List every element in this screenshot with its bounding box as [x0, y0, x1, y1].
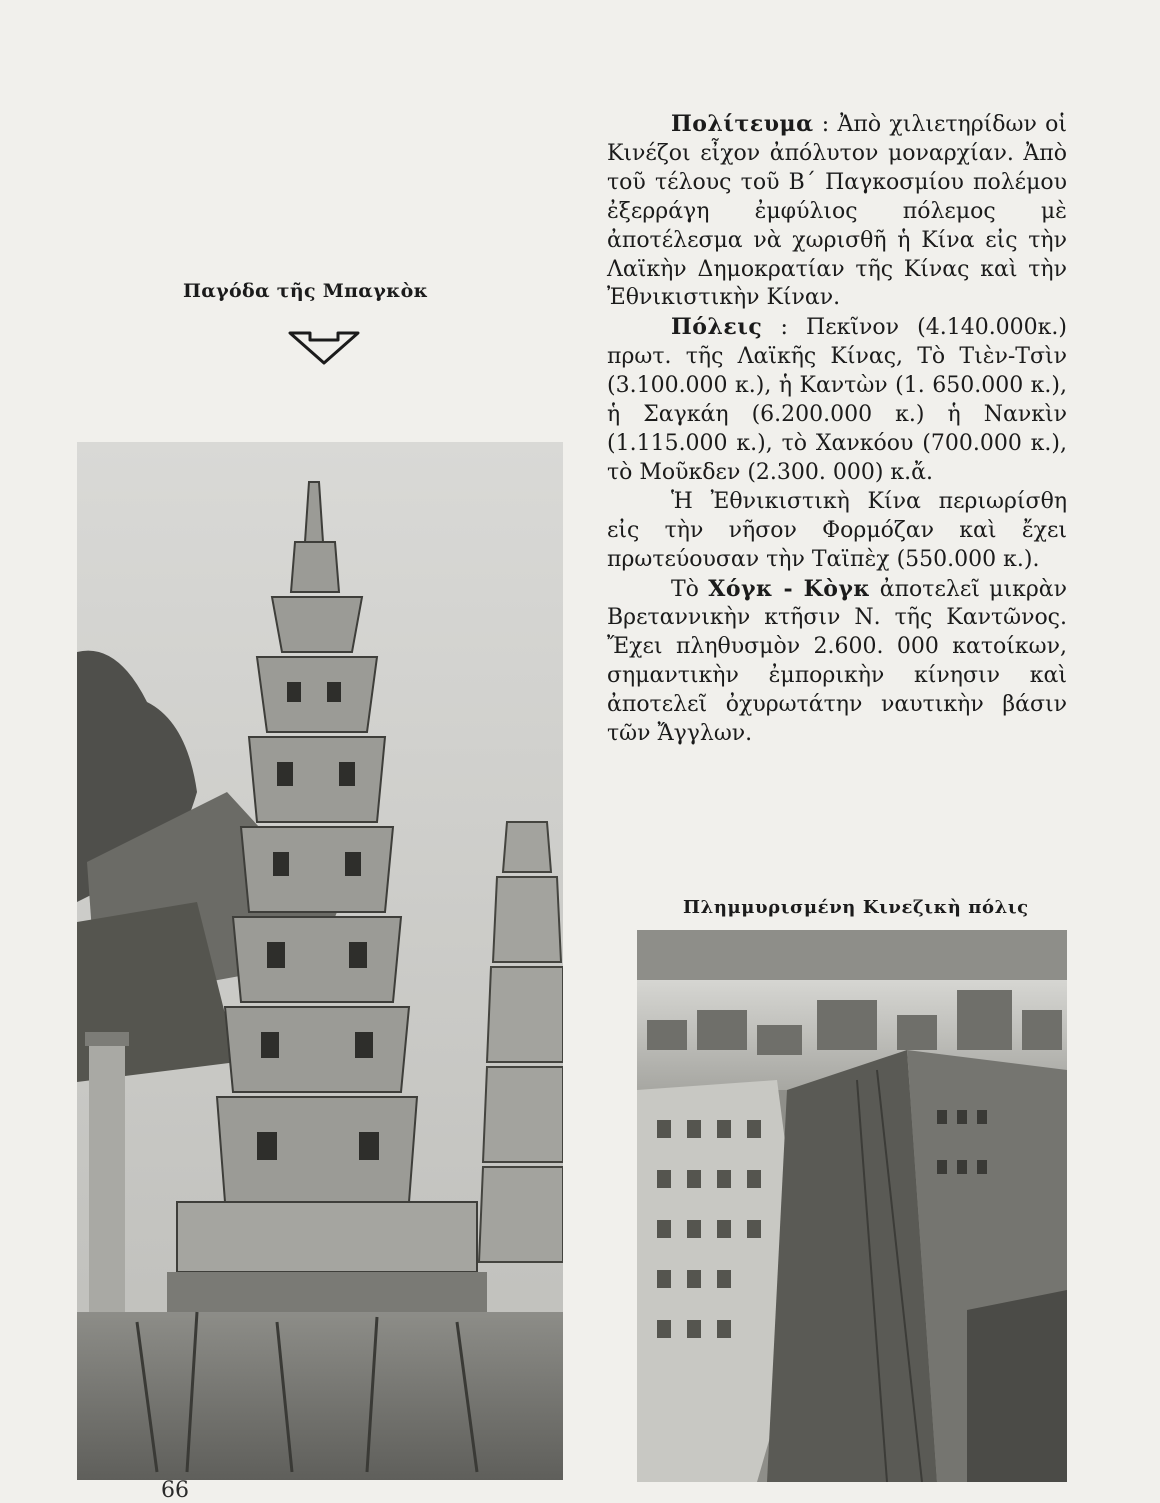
flooded-city-photo — [637, 930, 1067, 1482]
body-poleis: : Πεκῖνον (4.140.000κ.) πρωτ. τῆς Λαϊκῆς Κίνας, Τὸ Τιὲν-Τσὶν (3.100.000 κ.), ἡ Καντὼν (1. 650.000 κ.), ἡ Σαγκάη (6.200.000 κ.) ἡ Νανκὶν (1.115.000 κ.), τὸ Χανκόου (700.000 κ.), τὸ Μοῦκδεν (2.300. 000) κ.ἄ. — [607, 315, 1067, 485]
paragraph-politeuma — [607, 110, 1067, 313]
flooded-city-caption: Πλημμυρισμένη Κινεζικὴ πόλις — [683, 897, 1029, 918]
term-politeuma: Πολίτευμα — [671, 111, 814, 137]
body-hongkong: ἀποτελεῖ μικρὰν Βρεταννικὴν κτῆσιν Ν. τῆς Καντῶνος. Ἔχει πληθυσμὸν 2.600. 000 κατοίκων, σημαντικὴν ἐμπορικὴν κίνησιν καὶ ἀποτελεῖ ὀχυρωτάτην ναυτικὴν βάσιν τῶν Ἄγγλων. — [607, 576, 1067, 747]
paragraph-hongkong — [607, 575, 1067, 749]
page-number: 66 — [161, 1478, 189, 1503]
paragraph-poleis — [607, 313, 1067, 487]
pagoda-caption: Παγόδα τῆς Μπαγκὸκ — [183, 280, 429, 302]
term-hongkong: Χόγκ - Κὸγκ — [708, 575, 871, 602]
body-politeuma: : Ἀπὸ χιλιετηρίδων οἱ Κινέζοι εἶχον ἀπόλυτον μοναρχίαν. Ἀπὸ τοῦ τέλους τοῦ Β΄ Παγκοσμίου πολέμου ἐξερράγη ἐμφύλιος πόλεμος μὲ ἀποτέλεσμα νὰ χωρισθῆ ἡ Κίνα εἰς τὴν Λαϊκὴν Δημοκρατίαν τῆς Κίνας καὶ τὴν Ἐθνικιστικὴν Κίναν. — [607, 112, 1067, 311]
term-poleis: Πόλεις — [671, 314, 763, 341]
pagoda-photo — [77, 442, 563, 1480]
pre-hongkong: Τὸ — [671, 576, 709, 602]
paragraph-ethnikistiki — [607, 488, 1067, 575]
down-arrow-icon — [288, 330, 360, 370]
body-ethnikistiki: Ἡ Ἐθνικιστικὴ Κίνα περιωρίσθη εἰς τὴν νῆσον Φορμόζαν καὶ ἔχει πρωτεύουσαν τὴν Ταϊπὲχ (550.000 κ.). — [607, 488, 1067, 572]
article-text — [607, 110, 1067, 749]
